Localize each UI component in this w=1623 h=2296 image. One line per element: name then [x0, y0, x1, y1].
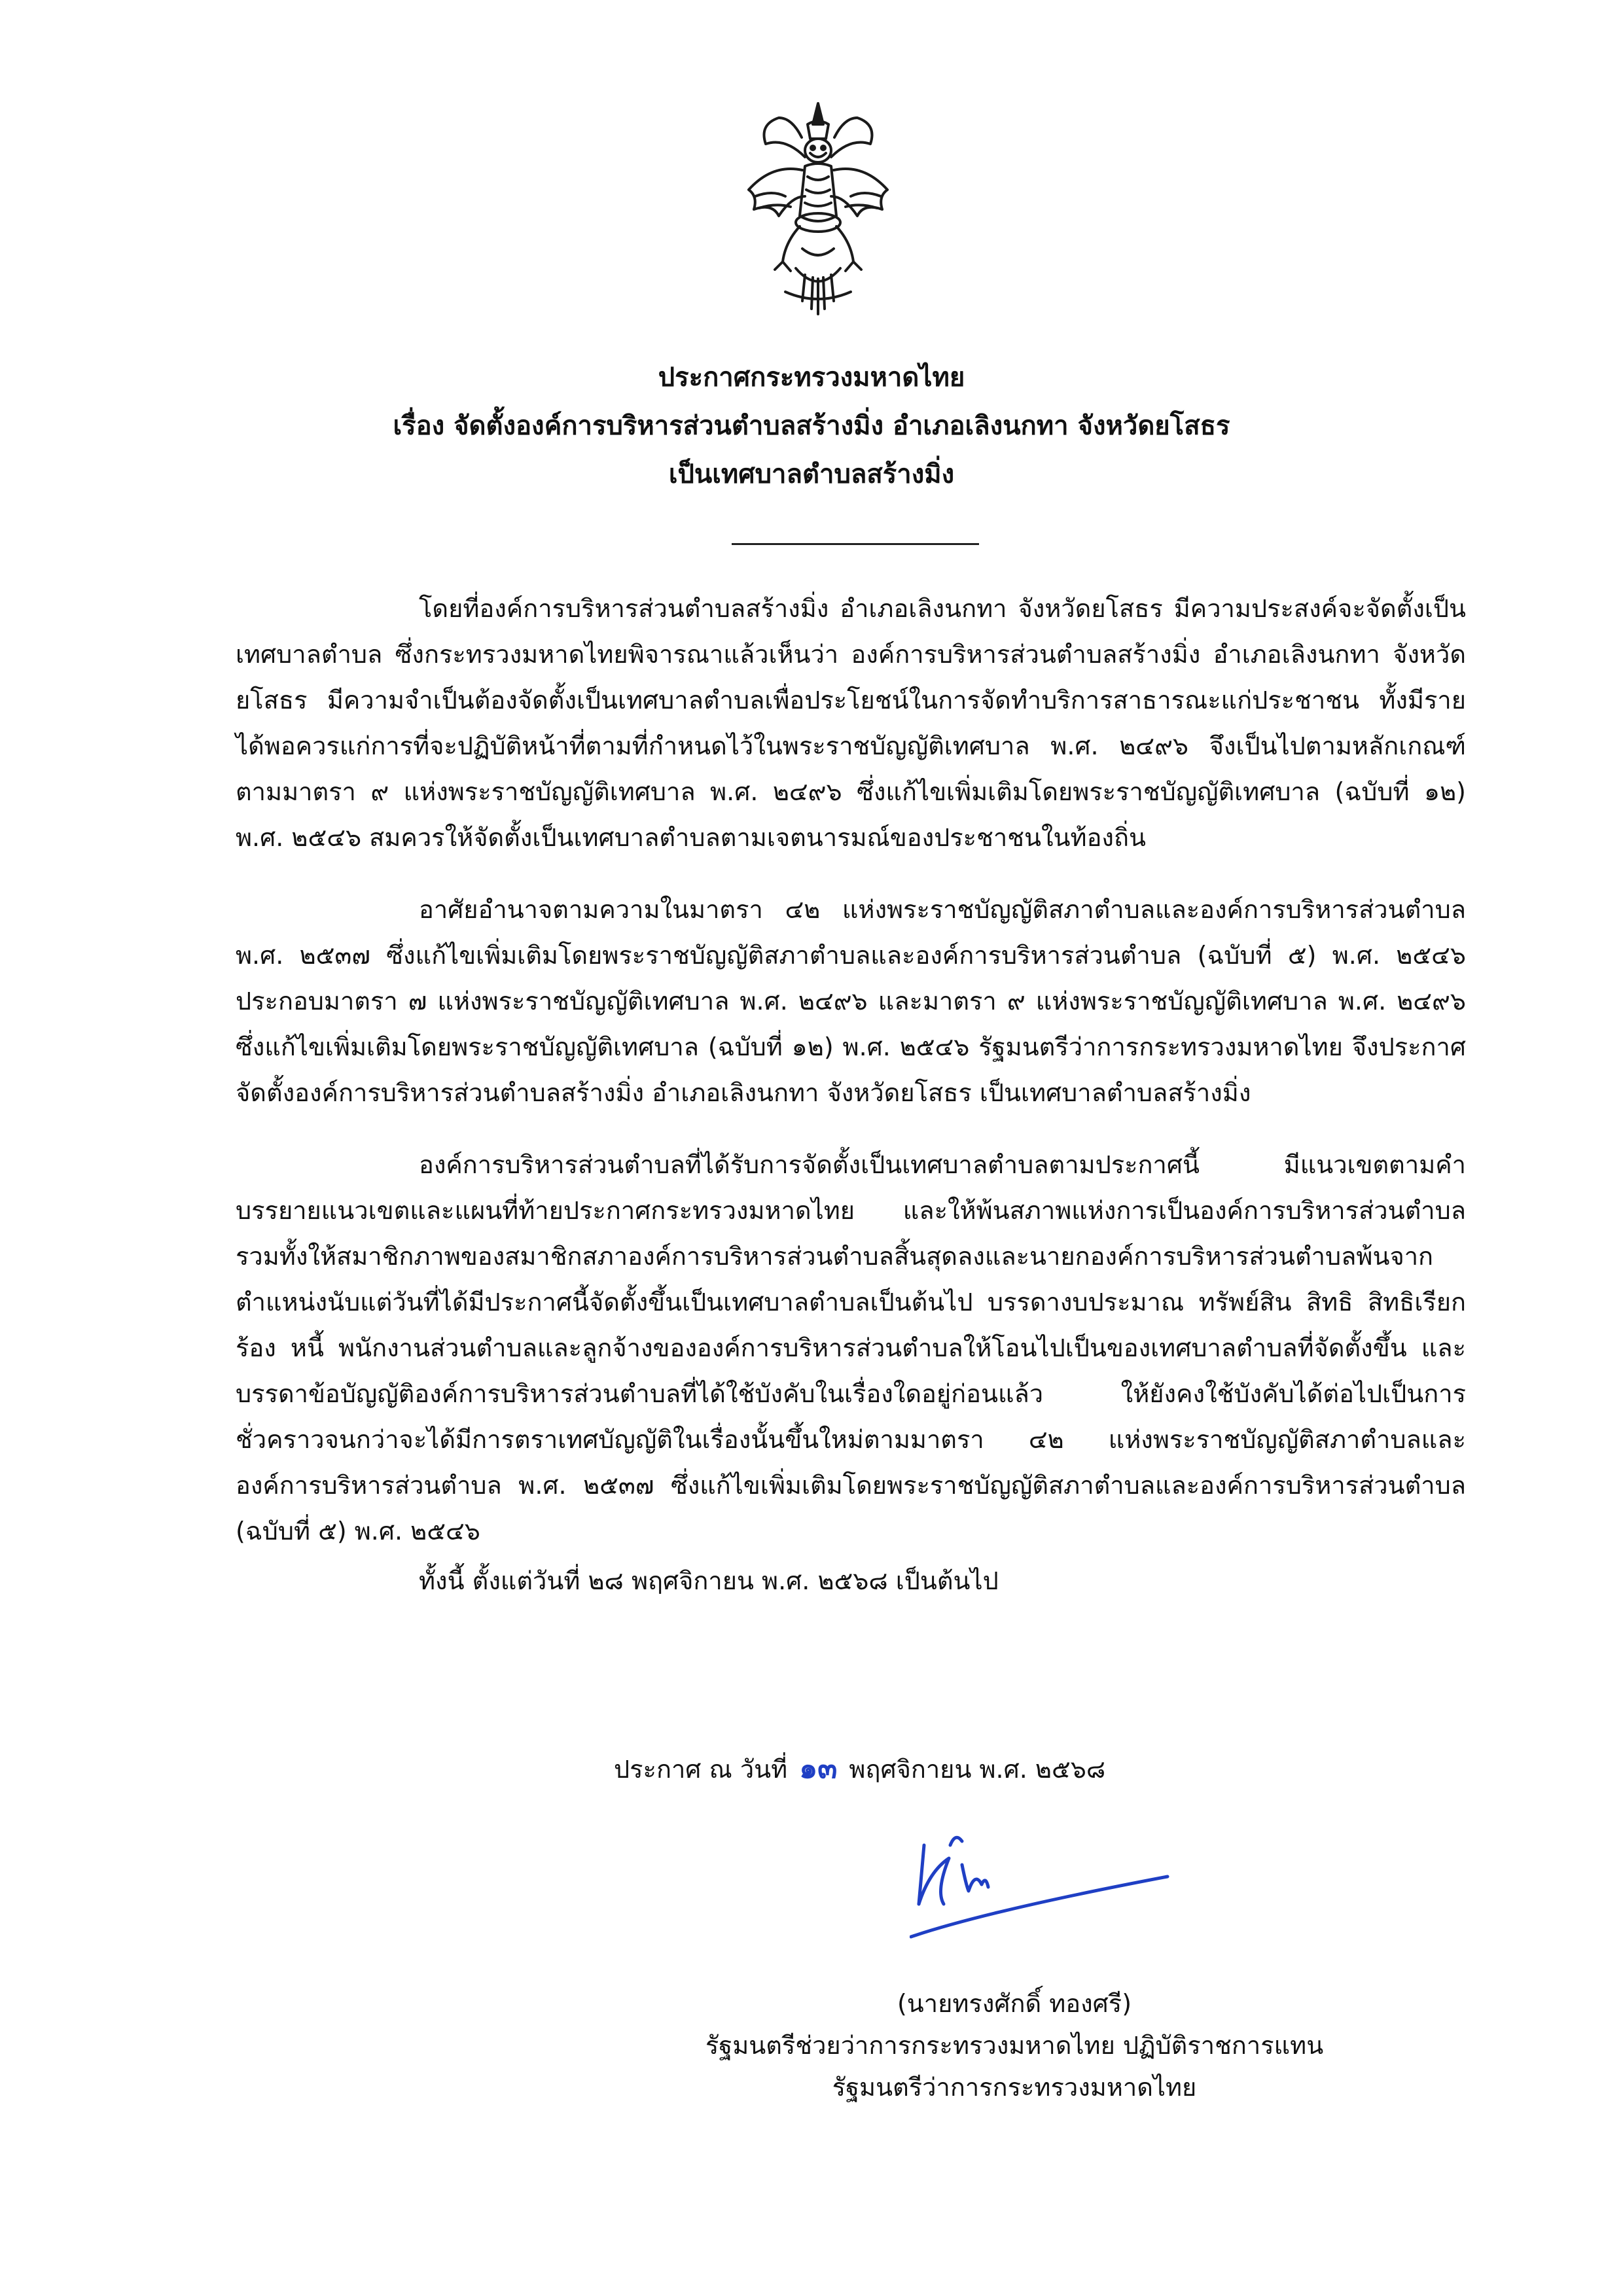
signer-position-1: รัฐมนตรีช่วยว่าการกระทรวงมหาดไทย ปฏิบัติราชการแทน	[705, 2031, 1324, 2060]
body-paragraph-2: อาศัยอำนาจตามความในมาตรา ๔๒ แห่งพระราชบัญญัติสภาตำบลและองค์การบริหารส่วนตำบล พ.ศ. ๒๕๓๗ ซึ่งแก้ไขเพิ่มเติมโดยพระราชบัญญัติสภาตำบลและองค์การบริหารส่วนตำบล (ฉบับที่ ๕) พ.ศ. ๒๕๔๖ ประกอบมาตรา ๗ แห่งพระราชบัญญัติเทศบาล พ.ศ. ๒๔๙๖ และมาตรา ๙ แห่งพระราชบัญญัติเทศบาล พ.ศ. ๒๔๙๖ ซึ่งแก้ไขเพิ่มเติมโดยพระราชบัญญัติเทศบาล (ฉบับที่ ๑๒) พ.ศ. ๒๕๔๖ รัฐมนตรีว่าการกระทรวงมหาดไทย จึงประกาศจัดตั้งองค์การบริหารส่วนตำบลสร้างมิ่ง อำเภอเลิงนกทา จังหวัดยโสธร เป็นเทศบาลตำบลสร้างมิ่ง	[236, 895, 1466, 1107]
body-paragraph-3: องค์การบริหารส่วนตำบลที่ได้รับการจัดตั้งเป็นเทศบาลตำบลตามประกาศนี้ มีแนวเขตตามคำบรรยายแนวเขตและแผนที่ท้ายประกาศกระทรวงมหาดไทย และให้พ้นสภาพแห่งการเป็นองค์การบริหารส่วนตำบล รวมทั้งให้สมาชิกภาพของสมาชิกสภาองค์การบริหารส่วนตำบลสิ้นสุดลงและนายกองค์การบริหารส่วนตำบลพ้นจากตำแหน่งนับแต่วันที่ได้มีประกาศนี้จัดตั้งขึ้นเป็นเทศบาลตำบลเป็นต้นไป บรรดางบประมาณ ทรัพย์สิน สิทธิ สิทธิเรียกร้อง หนี้ พนักงานส่วนตำบลและลูกจ้างขององค์การบริหารส่วนตำบลให้โอนไปเป็นของเทศบาลตำบลที่จัดตั้งขึ้น และบรรดาข้อบัญญัติองค์การบริหารส่วนตำบลที่ได้ใช้บังคับในเรื่องใดอยู่ก่อนแล้ว ให้ยังคงใช้บังคับได้ต่อไปเป็นการชั่วคราวจนกว่าจะได้มีการตราเทศบัญญัติในเรื่องนั้นขึ้นใหม่ตามมาตรา ๔๒ แห่งพระราชบัญญัติสภาตำบลและองค์การบริหารส่วนตำบล พ.ศ. ๒๕๓๗ ซึ่งแก้ไขเพิ่มเติมโดยพระราชบัญญัติสภาตำบลและองค์การบริหารส่วนตำบล (ฉบับที่ ๕) พ.ศ. ๒๕๔๖	[236, 1150, 1466, 1545]
signer-name: (นายทรงศักดิ์ ทองศรี)	[897, 1989, 1132, 2018]
announcement-body	[236, 586, 1466, 1625]
announcement-date	[614, 1746, 1105, 1792]
title-line-1: ประกาศกระทรวงมหาดไทย	[658, 362, 965, 393]
garuda-emblem-icon	[740, 98, 897, 321]
title-line-3: เป็นเทศบาลตำบลสร้างมิ่ง	[668, 459, 955, 489]
handwritten-signature-icon	[910, 1819, 1171, 1950]
date-month-year: พฤศจิกายน พ.ศ. ๒๕๖๘	[849, 1755, 1106, 1784]
effective-date-paragraph: ทั้งนี้ ตั้งแต่วันที่ ๒๘ พฤศจิกายน พ.ศ. ๒๕๖๘ เป็นต้นไป	[419, 1566, 999, 1595]
date-day: ๑๓	[799, 1752, 838, 1785]
signer-block	[589, 1983, 1440, 2108]
body-paragraph-1: โดยที่องค์การบริหารส่วนตำบลสร้างมิ่ง อำเภอเลิงนกทา จังหวัดยโสธร มีความประสงค์จะจัดตั้งเป็นเทศบาลตำบล ซึ่งกระทรวงมหาดไทยพิจารณาแล้วเห็นว่า องค์การบริหารส่วนตำบลสร้างมิ่ง อำเภอเลิงนกทา จังหวัดยโสธร มีความจำเป็นต้องจัดตั้งเป็นเทศบาลตำบลเพื่อประโยชน์ในการจัดทำบริการสาธารณะแก่ประชาชน ทั้งมีรายได้พอควรแก่การที่จะปฏิบัติหน้าที่ตามที่กำหนดไว้ในพระราชบัญญัติเทศบาล พ.ศ. ๒๔๙๖ จึงเป็นไปตามหลักเกณฑ์ตามมาตรา ๙ แห่งพระราชบัญญัติเทศบาล พ.ศ. ๒๔๙๖ ซึ่งแก้ไขเพิ่มเติมโดยพระราชบัญญัติเทศบาล (ฉบับที่ ๑๒) พ.ศ. ๒๕๔๖ สมควรให้จัดตั้งเป็นเทศบาลตำบลตามเจตนารมณ์ของประชาชนในท้องถิ่น	[236, 594, 1466, 852]
announcement-title	[236, 353, 1387, 499]
date-prefix: ประกาศ ณ วันที่	[614, 1755, 788, 1784]
title-line-2: เรื่อง จัดตั้งองค์การบริหารส่วนตำบลสร้างมิ่ง อำเภอเลิงนกทา จังหวัดยโสธร	[393, 411, 1230, 441]
signer-position-2: รัฐมนตรีว่าการกระทรวงมหาดไทย	[832, 2073, 1197, 2102]
title-divider	[732, 543, 979, 545]
